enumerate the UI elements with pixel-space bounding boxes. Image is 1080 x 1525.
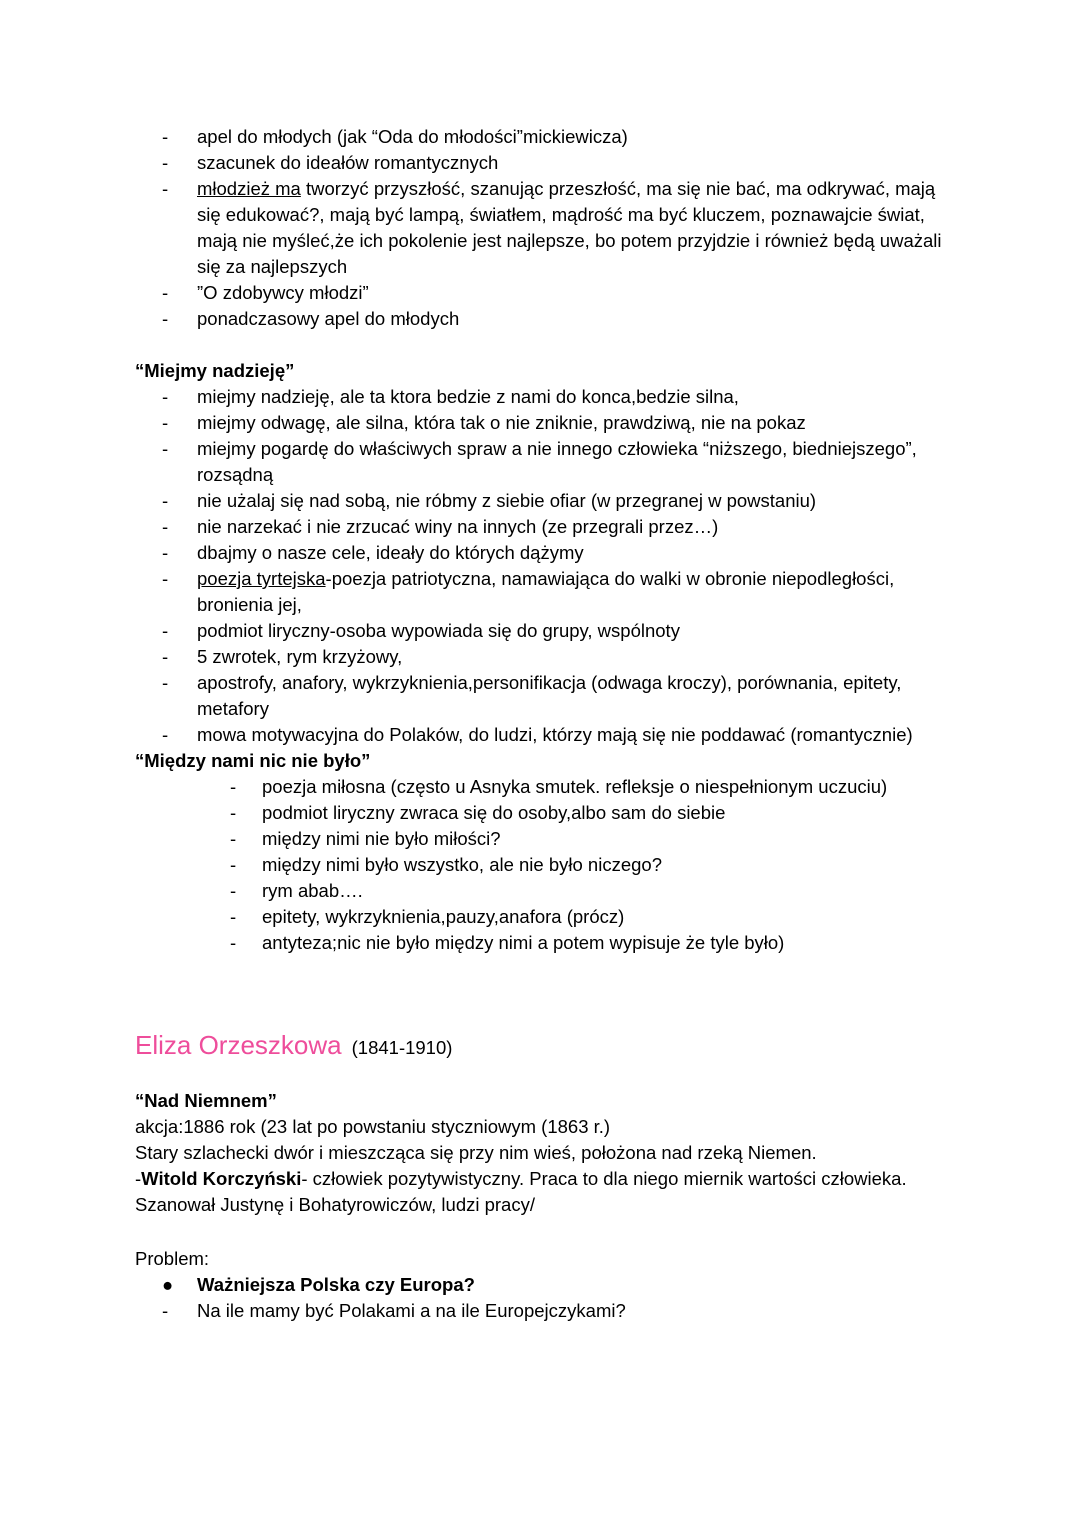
dash-marker: - [230, 828, 237, 849]
list-item-text [197, 1298, 950, 1324]
list-item [135, 904, 950, 930]
list-item-text [197, 540, 950, 566]
list-item-text [197, 566, 950, 618]
dash-marker: - [230, 854, 237, 875]
list-item-text [262, 930, 950, 956]
list-item-text [197, 280, 950, 306]
list-item [135, 930, 950, 956]
list-item [135, 280, 950, 306]
text-run: epitety, wykrzyknienia,pauzy,anafora (prócz) [262, 906, 625, 927]
list-item [135, 800, 950, 826]
list-item-text [197, 722, 950, 748]
list-item [135, 306, 950, 332]
text-run: między nimi było wszystko, ale nie było niczego? [262, 854, 662, 875]
dash-marker: - [162, 178, 169, 199]
list-item [135, 722, 950, 748]
text-run: akcja:1886 rok (23 lat po powstaniu styczniowym (1863 r.) [135, 1116, 611, 1137]
dash-marker: - [162, 386, 169, 407]
text-run: miejmy odwagę, ale silna, która tak o nie zniknie, prawdziwą, nie na pokaz [197, 412, 806, 433]
text-run: miejmy pogardę do właściwych spraw a nie innego człowieka “niższego, biedniejszego”, rozsądną [197, 438, 917, 485]
list-item-text [262, 904, 950, 930]
dash-marker: - [162, 152, 169, 173]
list-block [135, 1272, 950, 1298]
list-item [135, 878, 950, 904]
list-item-text [262, 826, 950, 852]
text-run: między nimi nie było miłości? [262, 828, 501, 849]
list-item-text [262, 774, 950, 800]
dash-marker: - [162, 542, 169, 563]
list-item [135, 176, 950, 280]
paragraph [135, 1114, 950, 1140]
text-run: apostrofy, anafory, wykrzyknienia,personifikacja (odwaga kroczy), porównania, epitety, metafory [197, 672, 902, 719]
dash-marker: - [162, 568, 169, 589]
list-item-text [197, 150, 950, 176]
list-item [135, 150, 950, 176]
text-run: podmiot liryczny-osoba wypowiada się do grupy, wspólnoty [197, 620, 680, 641]
dash-marker: - [230, 932, 237, 953]
dash-marker: - [162, 516, 169, 537]
dash-marker: - [162, 672, 169, 693]
dash-marker: - [162, 490, 169, 511]
dash-marker: - [162, 1300, 169, 1321]
paragraph [135, 1166, 950, 1218]
text-run: szacunek do ideałów romantycznych [197, 152, 499, 173]
dash-marker: - [162, 724, 169, 745]
list-item [135, 1298, 950, 1324]
dash-marker: - [162, 282, 169, 303]
list-item [135, 514, 950, 540]
dash-marker: - [162, 126, 169, 147]
text-run: Na ile mamy być Polakami a na ile Europejczykami? [197, 1300, 626, 1321]
paragraph [135, 1140, 950, 1166]
text-run: Witold Korczyński [141, 1168, 302, 1189]
dash-marker: - [162, 412, 169, 433]
list-item [135, 852, 950, 878]
list-item-text [197, 124, 950, 150]
list-item [135, 618, 950, 644]
list-item-text [197, 1272, 950, 1298]
dash-marker: - [162, 646, 169, 667]
text-run: Stary szlachecki dwór i mieszcząca się przy nim wieś, położona nad rzeką Niemen. [135, 1142, 817, 1163]
dash-marker: - [230, 906, 237, 927]
text-run: nie użalaj się nad sobą, nie róbmy z siebie ofiar (w przegranej w powstaniu) [197, 490, 817, 511]
list-item-text [197, 618, 950, 644]
list-block [135, 774, 950, 956]
section-heading: “Miejmy nadzieję” [135, 360, 295, 381]
dash-marker: - [162, 308, 169, 329]
text-run: poezja miłosna (często u Asnyka smutek. refleksje o niespełnionym uczuciu) [262, 776, 888, 797]
text-run: ponadczasowy apel do młodych [197, 308, 460, 329]
list-item [135, 566, 950, 618]
list-item [135, 436, 950, 488]
section-heading: “Nad Niemnem” [135, 1090, 277, 1111]
text-run: apel do młodych (jak “Oda do młodości”mickiewicza) [197, 126, 628, 147]
list-item-text [197, 644, 950, 670]
dash-marker: - [230, 802, 237, 823]
list-item-text [197, 488, 950, 514]
list-item-text [197, 436, 950, 488]
section-heading: “Między nami nic nie było” [135, 750, 371, 771]
list-item-text [262, 878, 950, 904]
list-item [135, 384, 950, 410]
document-body [135, 124, 950, 1324]
list-item [135, 410, 950, 436]
list-item [135, 826, 950, 852]
list-item-text [197, 384, 950, 410]
dash-marker: - [162, 438, 169, 459]
list-item [135, 644, 950, 670]
list-item-text [262, 852, 950, 878]
list-item-text [197, 176, 950, 280]
text-run: mowa motywacyjna do Polaków, do ludzi, którzy mają się nie poddawać (romantycznie) [197, 724, 913, 745]
text-run: tworzyć przyszłość, szanując przeszłość, ma się nie bać, ma odkrywać, mają się edukować?, mają być lampą, światłem, mądrość ma być kluczem, poznawajcie świat, mają nie myśleć,że ich pokolenie jest najlepsze, bo potem przyjdzie i również będą uważali się za najlepszych [197, 178, 942, 277]
author-title-row [135, 1028, 950, 1062]
dash-marker: - [230, 776, 237, 797]
list-item [135, 774, 950, 800]
text-run: nie narzekać i nie zrzucać winy na innych (ze przegrali przez…) [197, 516, 719, 537]
text-run: - [135, 1168, 142, 1189]
text-run: poezja tyrtejska [197, 568, 326, 589]
text-run: dbajmy o nasze cele, ideały do których dążymy [197, 542, 584, 563]
author-years: (1841-1910) [351, 1037, 453, 1058]
list-item-text [262, 800, 950, 826]
list-item [135, 124, 950, 150]
list-item-text [197, 306, 950, 332]
text-run: podmiot liryczny zwraca się do osoby,albo sam do siebie [262, 802, 726, 823]
list-item [135, 488, 950, 514]
paragraph [135, 1246, 950, 1272]
text-run: - człowiek pozytywistyczny. Praca to dla niego miernik wartości człowieka. Szanował Justynę i Bohatyrowiczów, ludzi pracy/ [135, 1168, 907, 1215]
author-name: Eliza Orzeszkowa [135, 1030, 342, 1060]
list-item-text [197, 514, 950, 540]
text-run: antyteza;nic nie było między nimi a potem wypisuje że tyle było) [262, 932, 785, 953]
text-run: miejmy nadzieję, ale ta ktora bedzie z nami do konca,bedzie silna, [197, 386, 739, 407]
list-block [135, 384, 950, 748]
text-run: Problem: [135, 1248, 210, 1269]
list-block [135, 1298, 950, 1324]
list-item [135, 670, 950, 722]
text-run: młodzież ma [197, 178, 301, 199]
text-run: ”O zdobywcy młodzi” [197, 282, 369, 303]
list-item-text [197, 410, 950, 436]
bullet-marker: ● [162, 1274, 174, 1295]
list-item-text [197, 670, 950, 722]
text-run: Ważniejsza Polska czy Europa? [197, 1274, 475, 1295]
dash-marker: - [162, 620, 169, 641]
text-run: 5 zwrotek, rym krzyżowy, [197, 646, 403, 667]
list-item [135, 1272, 950, 1298]
text-run: rym abab…. [262, 880, 363, 901]
list-block [135, 124, 950, 332]
dash-marker: - [230, 880, 237, 901]
text-run: -poezja patriotyczna, namawiająca do walki w obronie niepodległości, bronienia jej, [197, 568, 895, 615]
list-item [135, 540, 950, 566]
